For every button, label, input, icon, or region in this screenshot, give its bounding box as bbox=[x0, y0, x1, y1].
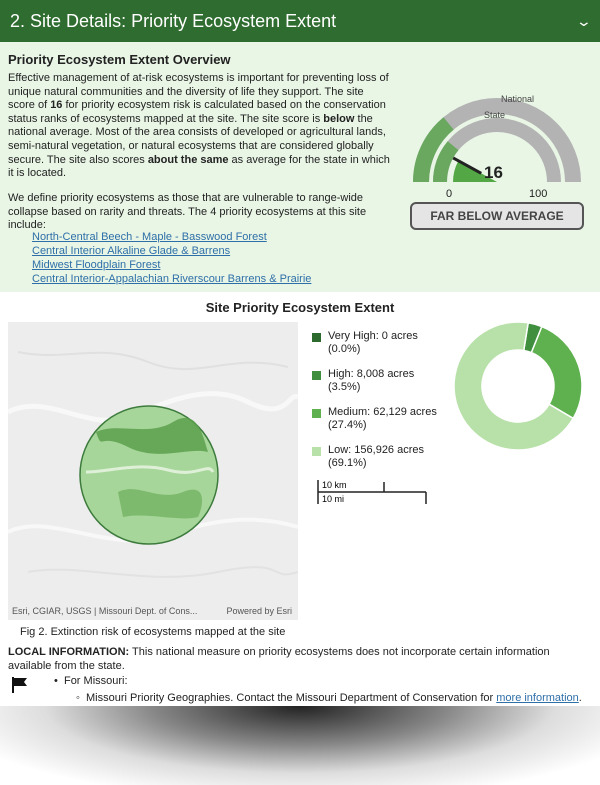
score-gauge bbox=[404, 90, 590, 200]
figure-caption: Fig 2. Extinction risk of ecosystems mapped at the site bbox=[20, 626, 286, 638]
chevron-down-icon[interactable]: ⌄ bbox=[575, 12, 593, 29]
rating-badge: FAR BELOW AVERAGE bbox=[410, 202, 584, 230]
gauge-score: 16 bbox=[484, 163, 503, 182]
overview-panel bbox=[0, 42, 600, 292]
ecosystem-link[interactable]: North-Central Beech - Maple - Basswood Forest bbox=[32, 231, 267, 243]
flag-icon bbox=[12, 676, 28, 694]
ecosystem-link[interactable]: Midwest Floodplain Forest bbox=[32, 259, 161, 271]
scale-mi: 10 mi bbox=[322, 494, 345, 504]
bottom-shadow bbox=[0, 706, 600, 785]
overview-title: Priority Ecosystem Extent Overview bbox=[8, 52, 231, 67]
legend-swatch bbox=[312, 409, 321, 418]
donut-chart bbox=[452, 320, 584, 452]
scale-km: 10 km bbox=[322, 480, 347, 490]
state-score-arc bbox=[440, 146, 453, 182]
map-scalebar bbox=[316, 478, 428, 508]
ecosystem-list bbox=[32, 230, 311, 286]
state-label: State bbox=[484, 110, 506, 120]
map-powered-by[interactable]: Powered by Esri bbox=[226, 606, 292, 616]
gauge-max: 100 bbox=[529, 188, 548, 200]
national-label: National bbox=[501, 94, 535, 104]
chart-legend bbox=[312, 330, 458, 482]
site-map[interactable] bbox=[8, 322, 298, 620]
legend-swatch bbox=[312, 447, 321, 456]
legend-swatch bbox=[312, 333, 321, 342]
legend-item-low: Low: 156,926 acres (69.1%) bbox=[312, 444, 458, 470]
gauge-min: 0 bbox=[446, 188, 453, 200]
local-information: LOCAL INFORMATION: This national measure on priority ecosystems does not incorporate certain information available from the state. bbox=[8, 646, 550, 672]
chart-title: Site Priority Ecosystem Extent bbox=[205, 300, 395, 315]
legend-item-medium: Medium: 62,129 acres (27.4%) bbox=[312, 406, 458, 432]
state-sub-bullet: ◦ Missouri Priority Geographies. Contact the Missouri Department of Conservation for more information. bbox=[76, 692, 582, 704]
section-title: 2. Site Details: Priority Ecosystem Extent bbox=[10, 10, 337, 31]
donut-slice-medium[interactable] bbox=[531, 327, 582, 419]
legend-swatch bbox=[312, 371, 321, 380]
ecosystem-link[interactable]: Central Interior Alkaline Glade & Barrens bbox=[32, 245, 231, 257]
state-bullet: • For Missouri: bbox=[54, 675, 128, 687]
more-information-link[interactable]: more information bbox=[496, 692, 579, 704]
legend-item-high: High: 8,008 acres (3.5%) bbox=[312, 368, 458, 394]
legend-item-very-high: Very High: 0 acres (0.0%) bbox=[312, 330, 458, 356]
definition-paragraph: We define priority ecosystems as those that are vulnerable to range-wide collapse based on rarity and threats. The 4 priority ecosystems at this site include: bbox=[8, 192, 367, 232]
ecosystem-link[interactable]: Central Interior-Appalachian Riverscour Barrens & Prairie bbox=[32, 273, 312, 285]
section-header[interactable] bbox=[0, 0, 600, 42]
overview-paragraph: Effective management of at-risk ecosystems is important for preventing loss of unique natural communities and the diversity of life they support. The site score of 16 for priority ecosystem risk is calculated based on the conservation status ranks of ecosystems mapped at the site. The site score is below the national average. Most of the area consists of developed or agricultural lands, semi-natural vegetation, or natural ecosystems that are considered globally secure. The site also scores about the same as average for the state in which it is located. bbox=[8, 72, 390, 180]
map-attribution: Esri, CGIAR, USGS | Missouri Dept. of Cons... bbox=[12, 606, 198, 616]
